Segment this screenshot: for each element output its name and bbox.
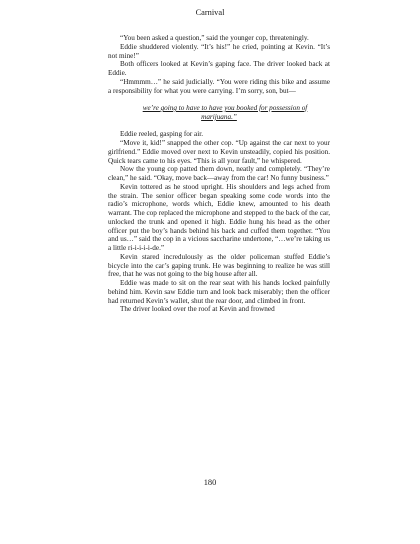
paragraph: Kevin stared incredulously as the older policeman stuffed Eddie’s bicycle into the car’s gaping trunk. He was beginning to realize he was still free, that he was not going to the big house after all. — [108, 252, 330, 279]
paragraph: Both officers looked at Kevin’s gaping face. The driver looked back at Eddie. — [108, 60, 330, 77]
paragraph: “Hmmmm…” he said judicially. “You were riding this bike and assume a responsibility for what you were carrying. I’m sorry, son, but— — [108, 77, 330, 95]
paragraph: “You been asked a question,” said the younger cop, threateningly. — [120, 34, 309, 42]
body-text — [108, 34, 330, 314]
page-number: 180 — [203, 478, 217, 487]
paragraph: The driver looked over the roof at Kevin and frowned — [120, 305, 275, 314]
paragraph: Eddie shuddered violently. “It’s his!” he cried, pointing at Kevin. “It’s not mine!” — [108, 42, 330, 60]
section-spacer — [108, 122, 330, 131]
paragraph: Kevin tottered as he stood upright. His shoulders and legs ached from the strain. The senior officer began speaking some code words into the radio’s microphone, words which, Eddie knew, amounted to his death warrant. The cop replaced the microphone and stepped to the back of the car, unlocked the trunk and opened it high. Eddie hung his head as the other officer put the boy’s hands behind his back and cuffed them together. “You and us…” said the cop in a vicious saccharine undertone, “…we’re taking us a little ri-i-i-i-i-de.” — [108, 182, 330, 252]
paragraph: Eddie was made to sit on the rear seat with his hands locked painfully behind him. Kevin saw Eddie turn and look back miserably; then the officer had returned Kevin’s wallet, shut the rear door, and climbed in front. — [108, 279, 330, 305]
paragraph: Now the young cop patted them down, neatly and completely. “They’re clean,” he said. “Okay, move back—away from the car! No funny business.” — [108, 165, 330, 182]
section-spacer — [108, 95, 330, 104]
running-header: Carnival — [195, 8, 225, 17]
paragraph: “Move it, kid!” snapped the other cop. “Up against the car next to your girlfriend.” Eddie moved over next to Kevin unsteadily, copied his position. Quick tears came to his eyes. “This is all your fault,” he whispered. — [108, 139, 330, 165]
paragraph: Eddie reeled, gasping for air. — [120, 130, 204, 139]
emphasis-line: we’re going to have to have you booked for possession of marijuana.” — [142, 104, 308, 121]
